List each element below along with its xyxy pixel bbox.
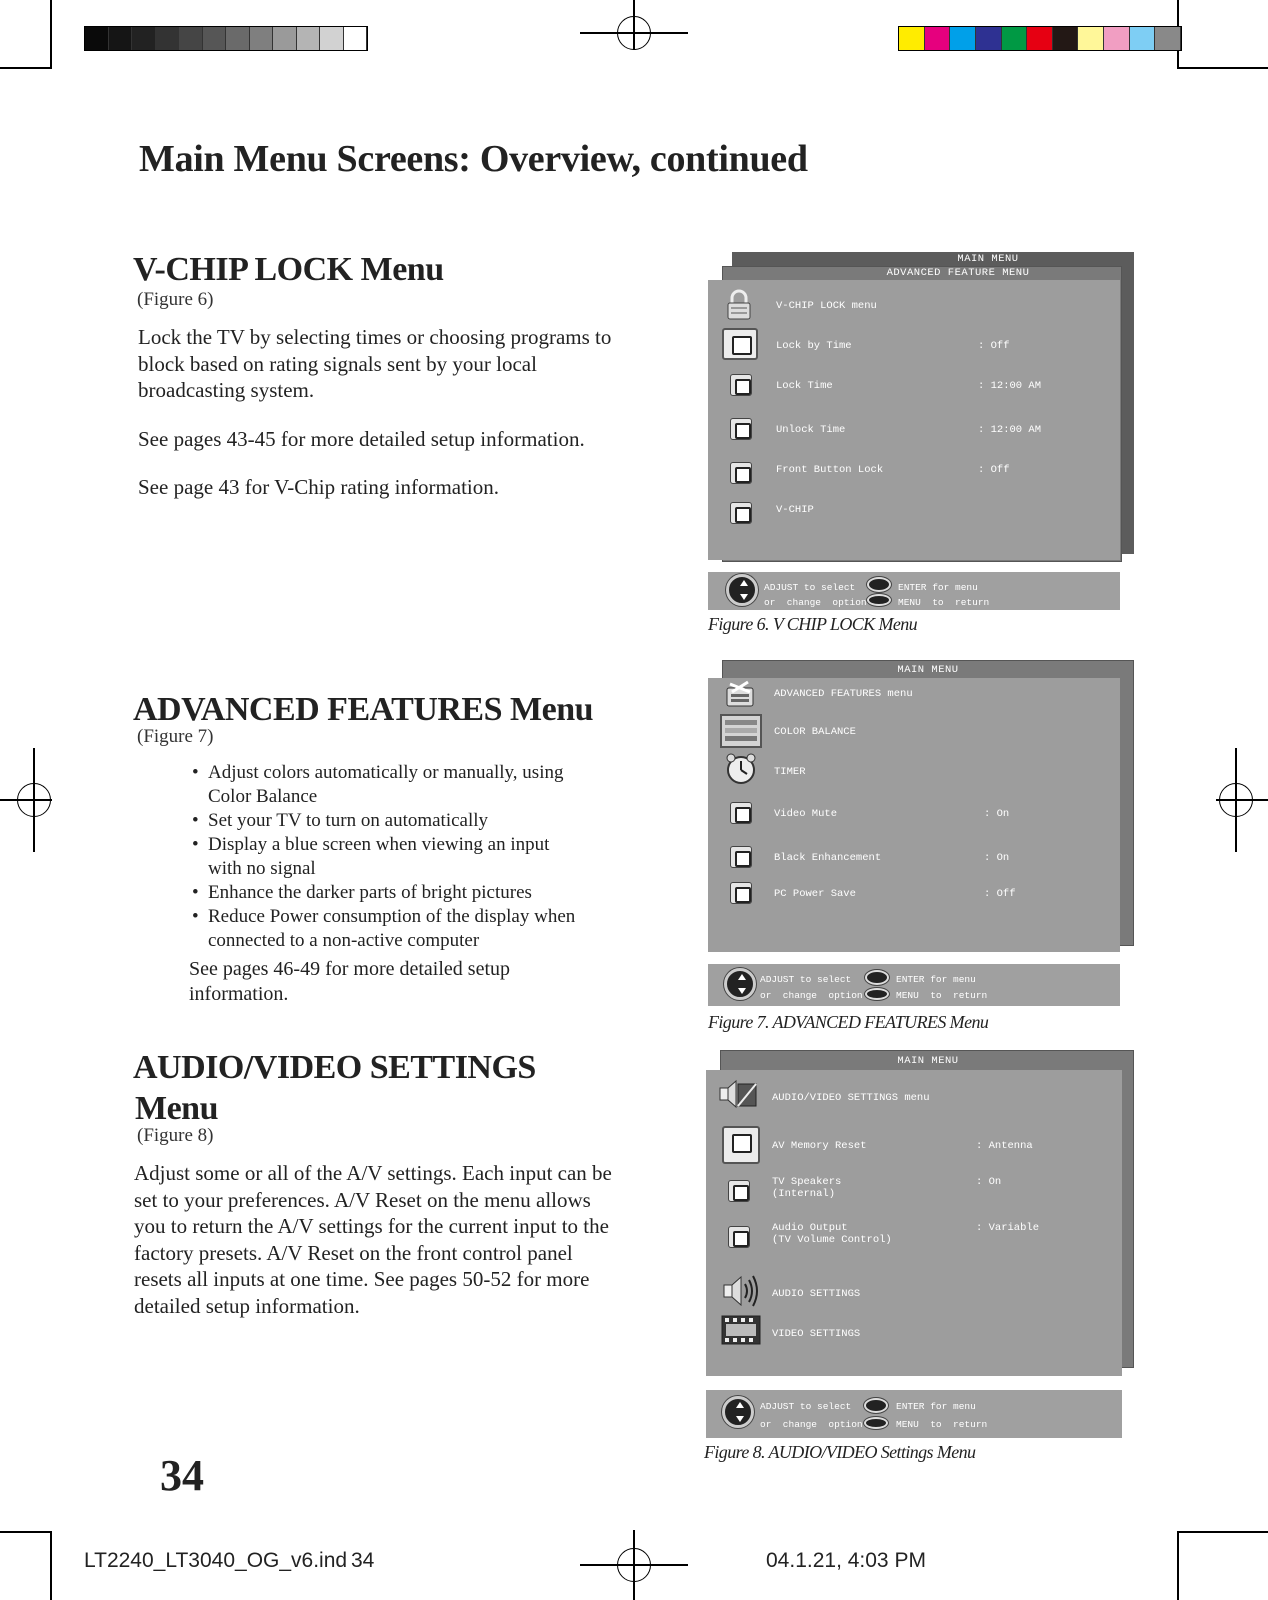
osd-row-label: PC Power Save [774, 888, 856, 900]
osd-row-timer[interactable] [708, 756, 1120, 786]
page-number: 34 [160, 1451, 204, 1500]
gray-swatch [109, 27, 133, 50]
osd-row-label: AUDIO SETTINGS [772, 1288, 861, 1300]
figure6-caption: Figure 6. V CHIP LOCK Menu [708, 614, 918, 634]
gray-swatch [156, 27, 180, 50]
osd-row-label: Lock Time [776, 380, 833, 392]
gray-swatch [226, 27, 250, 50]
checkbox-icon [722, 1126, 760, 1164]
menu-button-icon [864, 1417, 888, 1429]
color-swatch-bar [898, 26, 1182, 51]
color-swatch [1155, 27, 1181, 50]
gray-swatch [344, 27, 368, 50]
enter-button-icon [867, 577, 891, 592]
main-menu-title: MAIN MENU [957, 253, 1019, 265]
osd-row-label: Black Enhancement [774, 852, 882, 864]
enter-button-icon [864, 1398, 888, 1413]
osd-row-color-balance[interactable] [708, 716, 1120, 746]
help-change-text: or change option [764, 597, 867, 608]
gray-swatch [85, 27, 109, 50]
osd-row-label: Video Mute [774, 808, 838, 820]
dpad-icon [726, 574, 758, 606]
enter-button-icon [865, 970, 889, 985]
advanced-figure-ref: (Figure 7) [137, 726, 214, 747]
osd-row-label: AUDIO/VIDEO SETTINGS menu [772, 1092, 930, 1104]
menu-button-icon [867, 594, 891, 606]
page-title: Main Menu Screens: Overview, continued [139, 138, 808, 180]
gray-swatch [179, 27, 203, 50]
checkbox-icon [728, 1226, 750, 1248]
osd-row-value: : 12:00 AM [978, 380, 1042, 392]
color-swatch [1002, 27, 1028, 50]
figure6-osd-screen [708, 252, 1134, 562]
advanced-bullet-list [192, 761, 602, 953]
osd-row-av-memory-reset[interactable] [706, 1126, 1122, 1156]
osd-row-value: : Off [978, 464, 1010, 476]
help-enter-text: ENTER for menu [896, 974, 976, 985]
gray-scale-bar [84, 26, 368, 51]
padlock-icon [722, 288, 756, 327]
vchip-description: Lock the TV by selecting times or choosing programs to block based on rating signals sent by your local broadcasting system. [138, 325, 612, 402]
gray-swatch [203, 27, 227, 50]
figure8-help-bar [706, 1390, 1122, 1438]
bullet-item: • Enhance the darker parts of bright pictures [192, 881, 602, 905]
osd-row-label: Unlock Time [776, 424, 846, 436]
checkbox-icon [722, 328, 758, 360]
gray-swatch [132, 27, 156, 50]
footer-filename: LT2240_LT3040_OG_v6.ind [84, 1549, 348, 1572]
osd-row-label: Front Button Lock [776, 464, 884, 476]
alarm-clock-icon [724, 752, 758, 791]
checkbox-icon [730, 502, 752, 524]
bullet-item: • Reduce Power consumption of the display when connected to a non-active computer [192, 905, 602, 953]
main-menu-title: MAIN MENU [897, 664, 959, 676]
figure7-help-bar [708, 964, 1120, 1006]
color-swatch [1130, 27, 1156, 50]
checkbox-icon [730, 802, 752, 824]
figure8-caption: Figure 8. AUDIO/VIDEO Settings Menu [704, 1442, 976, 1462]
help-enter-text: ENTER for menu [896, 1401, 976, 1412]
osd-row-label: Lock by Time [776, 340, 852, 352]
gray-swatch [250, 27, 274, 50]
osd-row-value: : On [984, 852, 1010, 864]
checkbox-icon [730, 374, 752, 396]
gray-swatch [297, 27, 321, 50]
osd-row-label: V-CHIP LOCK menu [776, 300, 877, 312]
osd-row-video-settings[interactable] [706, 1316, 1122, 1346]
checkbox-icon [730, 846, 752, 868]
osd-row-label: TV Speakers (Internal) [772, 1176, 842, 1200]
color-swatch [976, 27, 1002, 50]
osd-menu-header [708, 288, 1120, 318]
film-icon [720, 1312, 762, 1353]
osd-row-label: Audio Output (TV Volume Control) [772, 1222, 892, 1246]
checkbox-icon [728, 1180, 750, 1202]
osd-row-label: ADVANCED FEATURES menu [774, 688, 913, 700]
osd-row-front-button-lock[interactable] [708, 458, 1120, 488]
main-menu-title: MAIN MENU [897, 1055, 959, 1067]
color-balance-icon [720, 714, 762, 753]
osd-row-value: : Off [984, 888, 1016, 900]
av-description: Adjust some or all of the A/V settings. Each input can be set to your preferences. A/V Reset on the menu allows you to return the A/V settings for the current input to the factory presets. A/V Reset on the front control panel resets all inputs at one time. See pages 50-52 for more detailed setup information. [134, 1161, 612, 1318]
checkbox-icon [730, 418, 752, 440]
advanced-section-title: ADVANCED FEATURES Menu [133, 691, 594, 728]
osd-row-pc-power-save[interactable] [708, 880, 1120, 910]
checkbox-icon [730, 462, 752, 484]
osd-row-audio-settings[interactable] [706, 1278, 1122, 1308]
figure7-caption: Figure 7. ADVANCED FEATURES Menu [708, 1012, 989, 1032]
dpad-icon [724, 968, 756, 1000]
osd-menu-header [708, 678, 1120, 708]
osd-row-video-mute[interactable] [708, 800, 1120, 830]
help-change-text: or change option [760, 990, 863, 1001]
help-adjust-text: ADJUST to select [760, 1401, 852, 1412]
menu-button-icon [865, 988, 889, 1000]
osd-row-value: : Variable [976, 1222, 1040, 1234]
osd-row-value: : Off [978, 340, 1010, 352]
color-swatch [950, 27, 976, 50]
advanced-feature-menu-title: ADVANCED FEATURE MENU [886, 267, 1030, 279]
av-section-title-line2: Menu [135, 1090, 218, 1127]
osd-row-unlock-time[interactable] [708, 416, 1120, 446]
figure7-osd-screen [708, 660, 1134, 956]
figure8-osd-screen [706, 1050, 1136, 1378]
osd-row-tv-speakers[interactable] [706, 1176, 1122, 1206]
speaker-icon [722, 1272, 762, 1315]
color-swatch [1104, 27, 1130, 50]
advanced-see-pages: See pages 46-49 for more detailed setup information. [189, 958, 511, 1005]
osd-row-value: : On [976, 1176, 1002, 1188]
figure6-help-bar [708, 572, 1120, 610]
av-figure-ref: (Figure 8) [137, 1125, 214, 1146]
osd-menu-header [706, 1080, 1122, 1110]
vchip-rating-info: See page 43 for V-Chip rating information. [138, 475, 500, 499]
dpad-icon [722, 1396, 754, 1428]
osd-row-label: V-CHIP [776, 504, 814, 516]
color-swatch [1053, 27, 1079, 50]
footer-date: 04.1.21, 4:03 PM [766, 1549, 926, 1572]
osd-row-value: : Antenna [976, 1140, 1033, 1152]
osd-row-lock-by-time[interactable] [708, 328, 1120, 358]
vchip-figure-ref: (Figure 6) [137, 289, 214, 310]
color-swatch [925, 27, 951, 50]
help-enter-text: ENTER for menu [898, 582, 978, 593]
help-adjust-text: ADJUST to select [760, 974, 852, 985]
osd-row-lock-time[interactable] [708, 372, 1120, 402]
bullet-item: • Display a blue screen when viewing an input with no signal [192, 833, 562, 881]
bullet-item: • Adjust colors automatically or manually, using Color Balance [192, 761, 602, 809]
help-menu-text: MENU to return [896, 990, 988, 1001]
osd-row-vchip[interactable] [708, 498, 1120, 528]
osd-row-value: : 12:00 AM [978, 424, 1042, 436]
osd-row-black-enhancement[interactable] [708, 844, 1120, 874]
osd-row-audio-output[interactable] [706, 1220, 1122, 1250]
tools-icon [722, 676, 758, 715]
bullet-item: • Set your TV to turn on automatically [192, 809, 602, 833]
help-menu-text: MENU to return [898, 597, 990, 608]
help-adjust-text: ADJUST to select [764, 582, 856, 593]
osd-row-value: : On [984, 808, 1010, 820]
osd-row-label: VIDEO SETTINGS [772, 1328, 861, 1340]
osd-row-label: COLOR BALANCE [774, 726, 856, 738]
color-swatch [1078, 27, 1104, 50]
gray-swatch [320, 27, 344, 50]
osd-row-label: TIMER [774, 766, 806, 778]
gray-swatch [273, 27, 297, 50]
vchip-section-title: V-CHIP LOCK Menu [133, 251, 444, 288]
av-section-title-line1: AUDIO/VIDEO SETTINGS [133, 1049, 536, 1086]
color-swatch [899, 27, 925, 50]
audio-video-icon [718, 1076, 758, 1117]
checkbox-icon [730, 882, 752, 904]
osd-row-label: AV Memory Reset [772, 1140, 867, 1152]
help-change-text: or change option [760, 1419, 863, 1430]
color-swatch [1027, 27, 1053, 50]
footer-overprint-page: 34 [351, 1549, 375, 1572]
vchip-see-pages: See pages 43-45 for more detailed setup information. [138, 427, 585, 451]
help-menu-text: MENU to return [896, 1419, 988, 1430]
